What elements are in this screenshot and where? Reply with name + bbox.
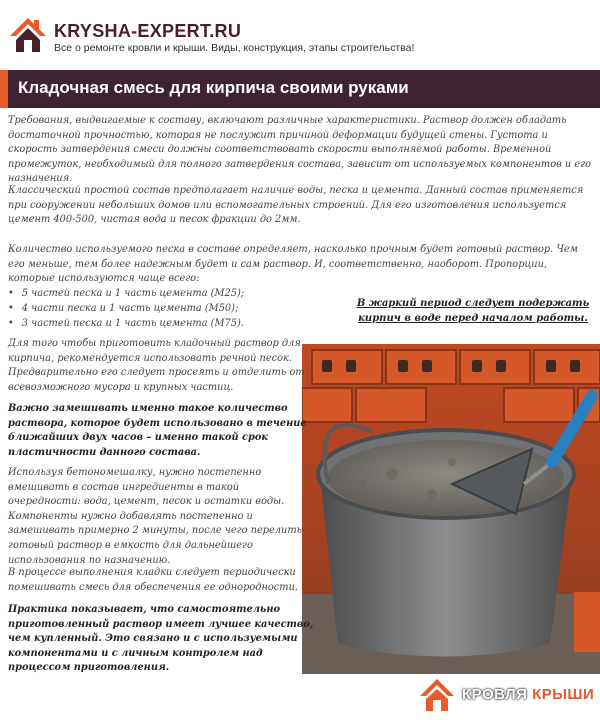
proportions-list [8, 286, 348, 331]
page-title: Кладочная смесь для кирпича своими руками [18, 78, 409, 97]
list-item: • 5 частей песка и 1 часть цемента (М25); [8, 286, 348, 301]
paragraph-concrete-mixer: Используя бетономешалку, нужно постепенно вмешивать в состав ингредиенты в такой очередности: вода, цемент, песок и остатки воды. Компоненты нужно добавлять постепенно и замешивать примерно 2 минуты, после чего перелить готовый раствор в емкость для дальнейшего использования по назначению. [8, 467, 302, 566]
title-bar [0, 70, 600, 108]
footer-brand [462, 686, 594, 703]
site-header [0, 0, 600, 62]
hot-weather-note: В жаркий период следует подержать кирпич в воде перед началом работы. [356, 298, 590, 324]
paragraph-practice: Практика показывает, что самостоятельно приготовленный раствор имеет лучшее качество, чем купленный. Это связано и с используемыми компонентами и с личным контролем над процессом приготовления. [8, 604, 314, 674]
site-tagline: Все о ремонте кровли и крыши. Виды, конструкция, этапы строительства! [54, 42, 415, 54]
paragraph-stirring: В процессе выполнения кладки следует периодически помешивать смесь для обеспечения ее однородности. [8, 567, 299, 593]
footer-brand-b: КРЫШИ [532, 686, 595, 703]
site-name[interactable]: KRYSHA-EXPERT.RU [54, 21, 242, 41]
mortar-bucket-photo [302, 344, 600, 674]
list-item: • 4 части песка и 1 часть цемента (М50); [8, 301, 348, 316]
paragraph-sand-amount: Количество используемого песка в составе определяет, насколько прочным будет готовый раствор. Чем его меньше, тем более надежным будет и сам раствор. И, соответственно, наоборот. Пропорции, которые используются чаще всего: [8, 244, 578, 285]
list-item: • 3 частей песка и 1 часть цемента (М75). [8, 316, 348, 331]
footer-brand-a: КРОВЛЯ [462, 686, 528, 703]
paragraph-mixing-amount: Важно замешивать именно такое количество раствора, которое будет использовано в течение ближайших двух часов – именно такой срок пластичности данного состава. [8, 403, 307, 458]
paragraph-requirements: Требования, выдвигаемые к составу, включают различные характеристики. Раствор должен обладать достаточной прочностью, которая не послужит причиной деформации будущей стены. Густота и скорость затвердения смеси должны соответствовать скорости выполняемой работы. Временной промежуток, необходимый для полного затвердения состава, зависит от используемых компонентов и его назначения. [8, 115, 591, 185]
paragraph-river-sand: Для того чтобы приготовить кладочный раствор для кирпича, рекомендуется использовать речной песок. Предварительно его следует просеять и отделить от всевозможного мусора и крупных частиц. [8, 338, 305, 393]
house-roof-icon [418, 676, 456, 714]
footer-logo[interactable] [418, 674, 598, 716]
paragraph-classic-composition: Классический простой состав предполагает наличие воды, песка и цемента. Данный состав применяется при сооружении небольших домов или вспомогательных строений. Для его изготовления используется цемент 400-500, чистая вода и песок фракции до 2мм. [8, 185, 584, 226]
title-accent [0, 70, 8, 108]
house-roof-icon[interactable] [8, 16, 48, 54]
